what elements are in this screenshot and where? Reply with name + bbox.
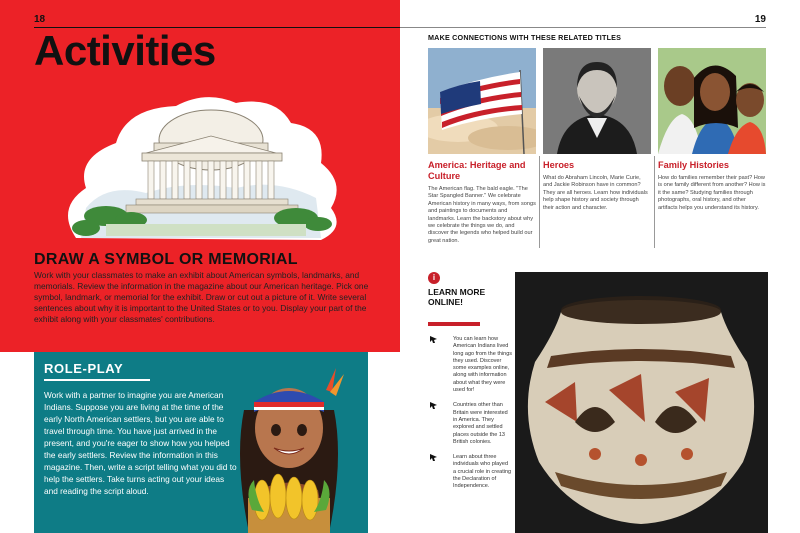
related-title-card[interactable] [428, 48, 536, 245]
column-divider [654, 156, 655, 248]
roleplay-heading: ROLE-PLAY [44, 361, 124, 376]
related-titles-heading: MAKE CONNECTIONS WITH THESE RELATED TITLES [428, 33, 622, 42]
related-title-name: America: Heritage and Culture [428, 160, 526, 181]
flag-photo [428, 48, 536, 154]
related-title-name: Family Histories [658, 160, 729, 170]
column-divider [539, 156, 540, 248]
learn-more-item-text: You can learn how American Indians lived long ago from the things they used. Discover some examples online, along with information about what they were used for! [453, 336, 513, 394]
pottery-photo [515, 272, 768, 533]
page-number-left: 18 [34, 14, 46, 25]
memorial-illustration [46, 88, 356, 246]
related-title-description: What do Abraham Lincoln, Marie Curie, and Jackie Robinson have in common? They are all heroes. Learn how individuals help shape history and society through their action and character. [543, 175, 648, 211]
roleplay-body: Work with a partner to imagine you are American Indians. Suppose you are living at the time of the early North American settlers, but you are able to travel through time. You have just arrived in the present, and you're eager to show how you helped the early settlers. Review the information in this magazine. Then, write a script telling what you did to help the settlers. Take turns acting out your ideas and reading the script aloud. [44, 390, 237, 496]
learn-more-item-text: Learn about three individuals who played a crucial role in creating the Declaration of Independence. [453, 454, 512, 490]
related-title-description: How do families remember their past? How is one family different from another? How is it the same? Studying families through photographs, oral history, and other artifacts helps you understand its history. [658, 175, 766, 211]
right-page [400, 0, 800, 533]
lincoln-portrait-photo [543, 48, 651, 154]
related-title-card[interactable] [543, 48, 651, 212]
learn-more-heading: LEARN MORE ONLINE! [428, 287, 486, 307]
family-photo [658, 48, 766, 154]
page-title: Activities [34, 27, 216, 74]
learn-more-item[interactable] [428, 402, 512, 446]
related-title-name: Heroes [543, 160, 575, 170]
mouse-pointer-icon [430, 336, 438, 343]
header-rule-right [400, 27, 766, 28]
related-title-card[interactable] [658, 48, 766, 212]
learn-more-item[interactable] [428, 454, 512, 490]
info-icon: i [428, 272, 440, 284]
learn-more-item-text: Countries other than Britain were interested in America. They explored and settled places outside the 13 British colonies. [453, 402, 508, 445]
related-title-description: The American flag. The bald eagle. "The Star Spangled Banner." We celebrate American history in many ways, from songs and paintings to documents and landmarks. Learn the backstory about why we celebrate the things we do, and discover the legends who helped build our great nation. [428, 186, 536, 244]
learn-more-accent-bar [428, 322, 480, 326]
mouse-pointer-icon [430, 454, 438, 461]
girl-with-corn-illustration [204, 340, 374, 533]
page-number-right: 19 [754, 14, 766, 25]
learn-more-list [428, 336, 512, 499]
draw-activity-heading: DRAW A SYMBOL OR MEMORIAL [34, 251, 298, 268]
draw-activity-body: Work with your classmates to make an exhibit about American symbols, landmarks, and memorials. Review the information in the magazine about our American heritage. Pick one symbol, landmark, or memorial for the exhibit. Draw or cut out a picture of it. Write several sentences about why it is important to the United States or to you. Display your part of the exhibit along with your classmates' contributions. [34, 270, 369, 324]
mouse-pointer-icon [430, 402, 438, 409]
roleplay-heading-rule [44, 379, 150, 381]
learn-more-item[interactable] [428, 336, 512, 394]
